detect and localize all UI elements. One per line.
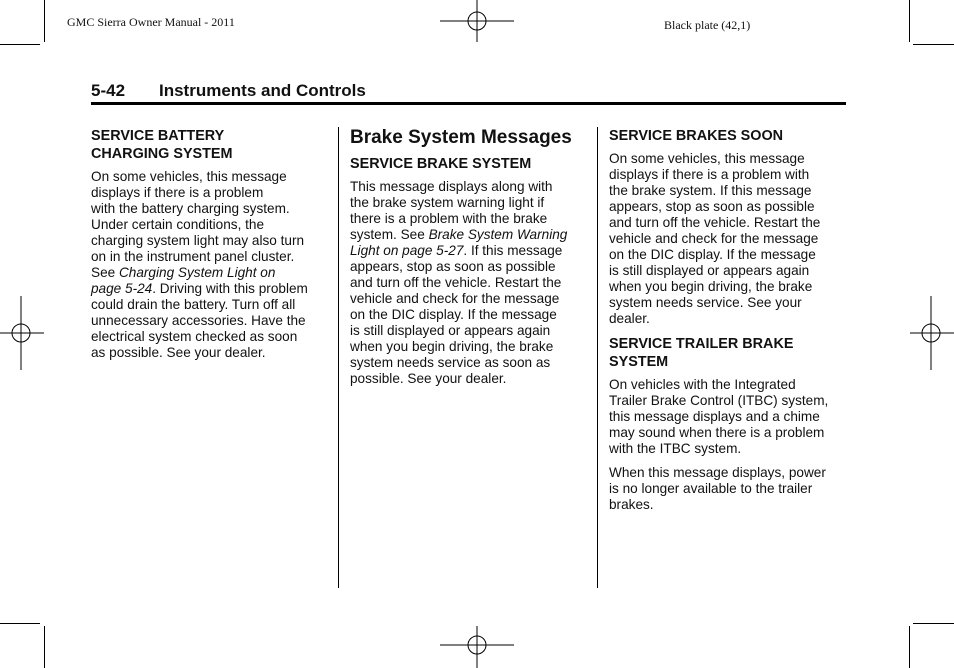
text-line: on the DIC display. If the message: [609, 247, 816, 262]
text-line: electrical system checked as soon: [91, 329, 298, 344]
cross-reference-link[interactable]: Charging System Light on: [118, 265, 276, 280]
paragraph-brakes-soon: [609, 151, 849, 327]
column-divider-2: [597, 127, 598, 588]
text-line: On vehicles with the Integrated: [609, 377, 796, 392]
manual-title: GMC Sierra Owner Manual - 2011: [67, 15, 235, 29]
text-line: [350, 227, 590, 243]
paragraph-battery: [91, 169, 331, 361]
text-line: vehicle and check for the message: [609, 231, 819, 246]
text-line: with the ITBC system.: [609, 441, 742, 456]
column-2: [350, 127, 590, 395]
text-line: displays if there is a problem with: [609, 167, 810, 182]
plate-label: Black plate (42,1): [664, 18, 751, 32]
text-line: and turn off the vehicle. Restart the: [609, 215, 821, 230]
text-line: on the DIC display. If the message: [350, 307, 557, 322]
text-line: appears, stop as soon as possible: [350, 259, 556, 274]
heading-service-brake-system: SERVICE BRAKE SYSTEM: [350, 156, 532, 172]
heading-service-battery: [91, 127, 331, 163]
text-line: may sound when there is a problem: [609, 425, 825, 440]
heading-line: SERVICE BATTERY: [91, 128, 225, 144]
text-fragment: See: [91, 265, 119, 280]
text-line: vehicle and check for the message: [350, 291, 560, 306]
paragraph-trailer-power: [609, 465, 849, 513]
text-line: system needs service. See your: [609, 295, 802, 310]
heading-line: SERVICE TRAILER BRAKE: [609, 336, 794, 352]
text-line: On some vehicles, this message: [609, 151, 805, 166]
registration-mark-right-icon: [910, 296, 954, 370]
text-line: and turn off the vehicle. Restart the: [350, 275, 562, 290]
crop-mark-top-left-v: [44, 0, 45, 42]
text-line: possible. See your dealer.: [350, 371, 507, 386]
text-line: [91, 265, 331, 281]
text-line: Trailer Brake Control (ITBC) system,: [609, 393, 829, 408]
paragraph-trailer-brake: [609, 377, 849, 457]
text-line: [350, 243, 590, 259]
page-number: 5-42: [91, 81, 126, 100]
text-line: displays if there is a problem: [91, 185, 264, 200]
text-line: is no longer available to the trailer: [609, 481, 813, 496]
crop-mark-bottom-left-h: [0, 623, 40, 624]
text-line: as possible. See your dealer.: [91, 345, 266, 360]
text-line: the brake system. If this message: [609, 183, 812, 198]
column-divider-1: [338, 127, 339, 588]
text-line: system needs service as soon as: [350, 355, 551, 370]
brake-system-messages-title: Brake System Messages: [350, 127, 572, 148]
text-line: this message displays and a chime: [609, 409, 820, 424]
text-line: the brake system warning light if: [350, 195, 545, 210]
cross-reference-link[interactable]: page 5-24: [91, 281, 153, 296]
text-line: when you begin driving, the brake: [609, 279, 813, 294]
text-fragment: . If this message: [463, 243, 563, 258]
crop-mark-bottom-left-v: [44, 626, 45, 668]
heading-service-brakes-soon: SERVICE BRAKES SOON: [609, 128, 784, 144]
text-fragment: system. See: [350, 227, 429, 242]
text-line: could drain the battery. Turn off all: [91, 297, 296, 312]
column-3: [609, 127, 849, 521]
crop-mark-bottom-right-v: [909, 626, 910, 668]
text-fragment: . Driving with this problem: [152, 281, 308, 296]
text-line: appears, stop as soon as possible: [609, 199, 815, 214]
text-line: is still displayed or appears again: [350, 323, 551, 338]
text-line: brakes.: [609, 497, 654, 512]
text-line: there is a problem with the brake: [350, 211, 548, 226]
heading-service-trailer-brake: [609, 335, 849, 371]
section-title: Instruments and Controls: [159, 81, 366, 100]
paragraph-brake-system: [350, 179, 590, 387]
registration-mark-left-icon: [0, 296, 44, 370]
text-line: On some vehicles, this message: [91, 169, 287, 184]
registration-mark-top-icon: [440, 0, 514, 42]
cross-reference-link[interactable]: Light on page 5-27: [350, 243, 464, 258]
text-line: [91, 281, 331, 297]
text-line: on in the instrument panel cluster.: [91, 249, 295, 264]
text-line: charging system light may also turn: [91, 233, 305, 248]
crop-mark-top-right-h: [913, 44, 954, 45]
text-line: Under certain conditions, the: [91, 217, 265, 232]
page-header: [91, 81, 846, 103]
text-line: with the battery charging system.: [91, 201, 290, 216]
crop-mark-top-left-h: [0, 44, 40, 45]
text-line: when you begin driving, the brake: [350, 339, 554, 354]
text-line: When this message displays, power: [609, 465, 826, 480]
heading-line: SYSTEM: [609, 354, 669, 370]
registration-mark-bottom-icon: [440, 626, 514, 668]
text-line: is still displayed or appears again: [609, 263, 810, 278]
cross-reference-link[interactable]: Brake System Warning: [428, 227, 568, 242]
crop-mark-top-right-v: [909, 0, 910, 42]
column-1: [91, 127, 331, 369]
heading-line: CHARGING SYSTEM: [91, 146, 233, 162]
text-line: dealer.: [609, 311, 650, 326]
text-line: This message displays along with: [350, 179, 553, 194]
crop-mark-bottom-right-h: [913, 623, 954, 624]
header-rule: [91, 102, 846, 105]
text-line: unnecessary accessories. Have the: [91, 313, 306, 328]
